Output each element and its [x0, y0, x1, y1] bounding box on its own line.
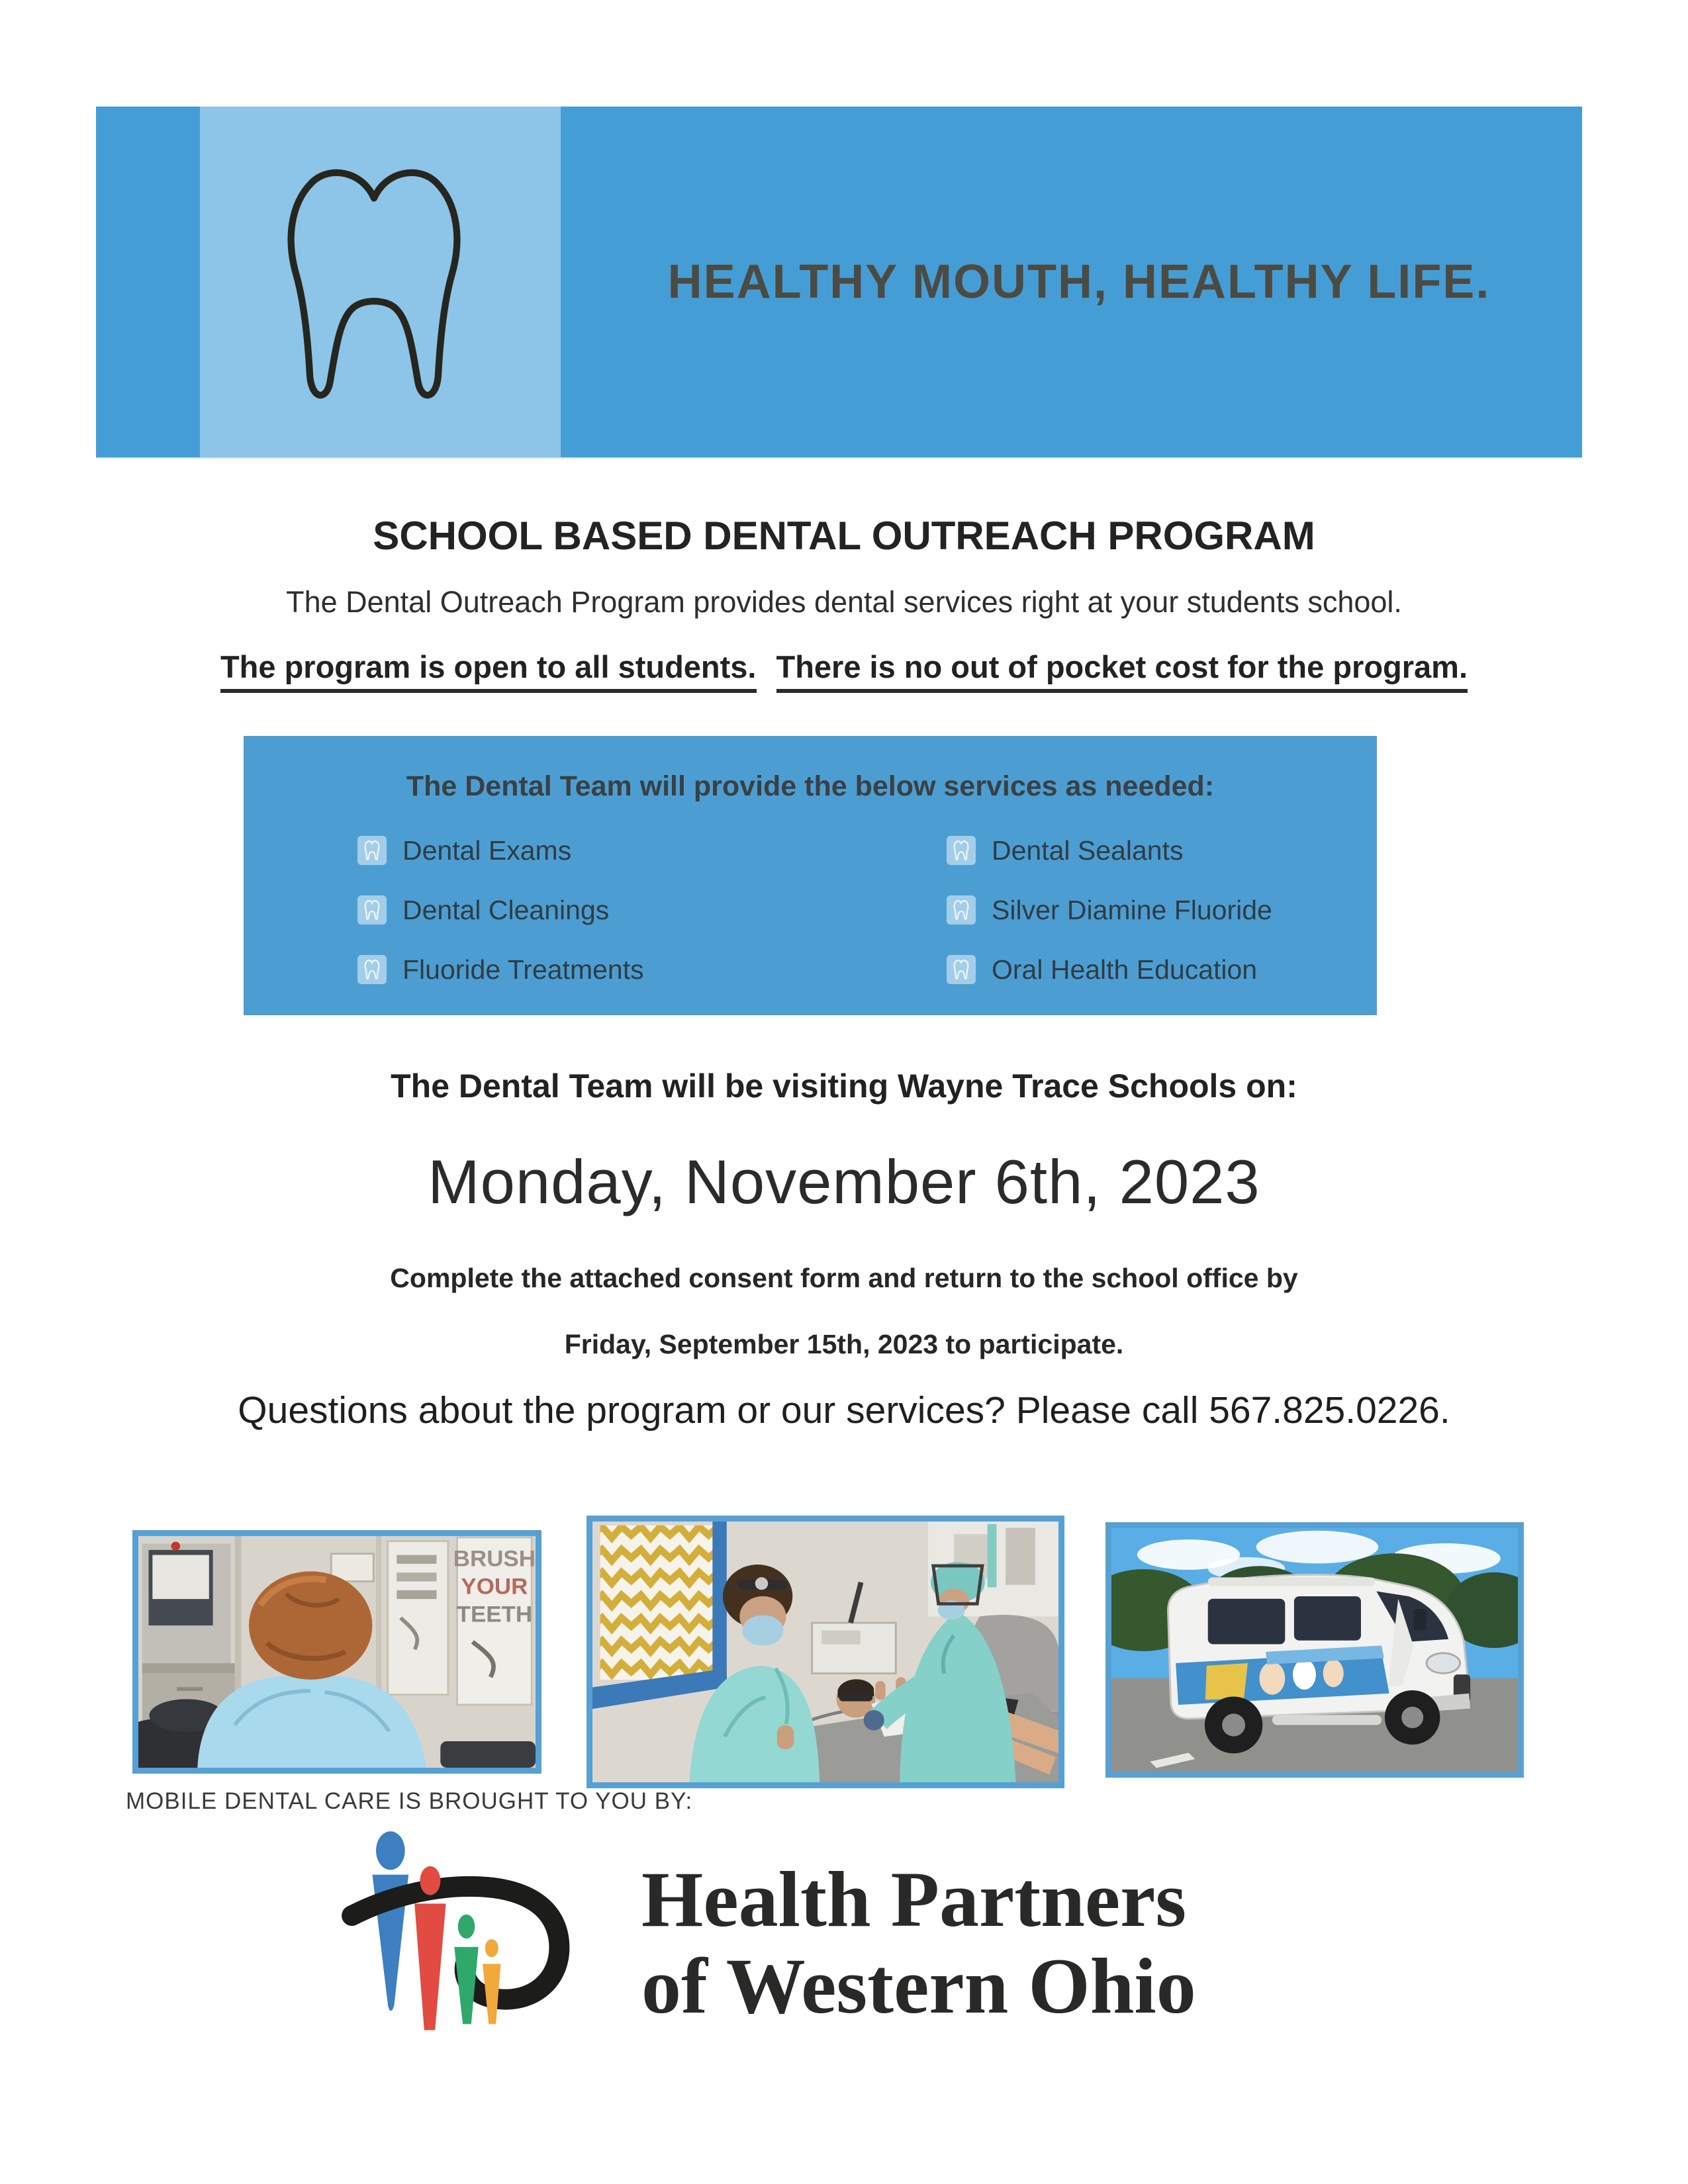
- service-label: Oral Health Education: [992, 954, 1258, 985]
- service-item-fluoride-treatments: [357, 954, 644, 985]
- services-heading: The Dental Team will provide the below services as needed:: [406, 770, 1215, 802]
- tooth-bullet-icon: [357, 955, 387, 984]
- logo-line-2: of Western Ohio: [641, 1941, 1196, 2030]
- logo-line-1: Health Partners: [641, 1854, 1187, 1943]
- questions-line: Questions about the program or our services? Please call 567.825.0226.: [238, 1389, 1450, 1432]
- service-item-dental-sealants: [947, 835, 1272, 866]
- banner-headline: HEALTHY MOUTH, HEALTHY LIFE.: [667, 255, 1491, 308]
- service-item-oral-health-education: [947, 954, 1272, 985]
- service-label: Silver Diamine Fluoride: [992, 894, 1272, 925]
- service-label: Fluoride Treatments: [402, 954, 644, 985]
- tooth-bullet-icon: [947, 955, 976, 984]
- visit-date: Monday, November 6th, 2023: [428, 1147, 1260, 1216]
- service-label: Dental Exams: [402, 835, 572, 866]
- banner-light-strip: [200, 107, 561, 457]
- logo-text: [641, 1856, 1196, 2030]
- tooth-bullet-icon: [947, 836, 976, 865]
- service-item-silver-diamine-fluoride: [947, 895, 1272, 925]
- consent-line-2: Friday, September 15th, 2023 to participate.: [564, 1329, 1124, 1359]
- health-partners-logo: [334, 1825, 1196, 2060]
- tooth-bullet-icon: [357, 895, 387, 925]
- hygienist-treating-patient-photo: [132, 1530, 541, 1774]
- mobile-dental-van-photo: [1105, 1522, 1524, 1778]
- emphasis-line: [0, 649, 1688, 685]
- dental-team-with-child-photo: [586, 1516, 1064, 1788]
- tooth-outline-icon: [258, 148, 490, 420]
- service-label: Dental Cleanings: [402, 894, 610, 925]
- service-item-dental-exams: [357, 835, 644, 866]
- logo-people-icon: [334, 1825, 619, 2060]
- footer-caption: MOBILE DENTAL CARE IS BROUGHT TO YOU BY:: [126, 1788, 693, 1814]
- service-label: Dental Sealants: [992, 835, 1184, 866]
- emphasis-no-cost: There is no out of pocket cost for the program.: [776, 649, 1468, 693]
- tooth-bullet-icon: [947, 895, 976, 925]
- mobile-van-photo-illustration: [1111, 1528, 1518, 1772]
- poster-word-your: YOUR: [461, 1574, 528, 1600]
- services-right-column: [947, 835, 1272, 985]
- emphasis-open-to-all: The program is open to all students.: [220, 649, 757, 693]
- banner: [96, 107, 1582, 457]
- consent-line-1: Complete the attached consent form and return to the school office by: [390, 1263, 1298, 1293]
- tooth-bullet-icon: [357, 836, 387, 865]
- poster-word-teeth: TEETH: [456, 1602, 533, 1627]
- program-description: The Dental Outreach Program provides dental services right at your students school.: [286, 585, 1402, 619]
- poster-word-brush: BRUSH: [453, 1546, 536, 1572]
- services-left-column: [357, 835, 644, 985]
- dental-team-photo-illustration: [592, 1522, 1058, 1782]
- service-item-dental-cleanings: [357, 895, 644, 925]
- hygienist-photo-illustration: [138, 1536, 536, 1768]
- flyer-title: SCHOOL BASED DENTAL OUTREACH PROGRAM: [373, 514, 1315, 558]
- visit-line: The Dental Team will be visiting Wayne Trace Schools on:: [391, 1068, 1297, 1105]
- services-box: [244, 736, 1377, 1015]
